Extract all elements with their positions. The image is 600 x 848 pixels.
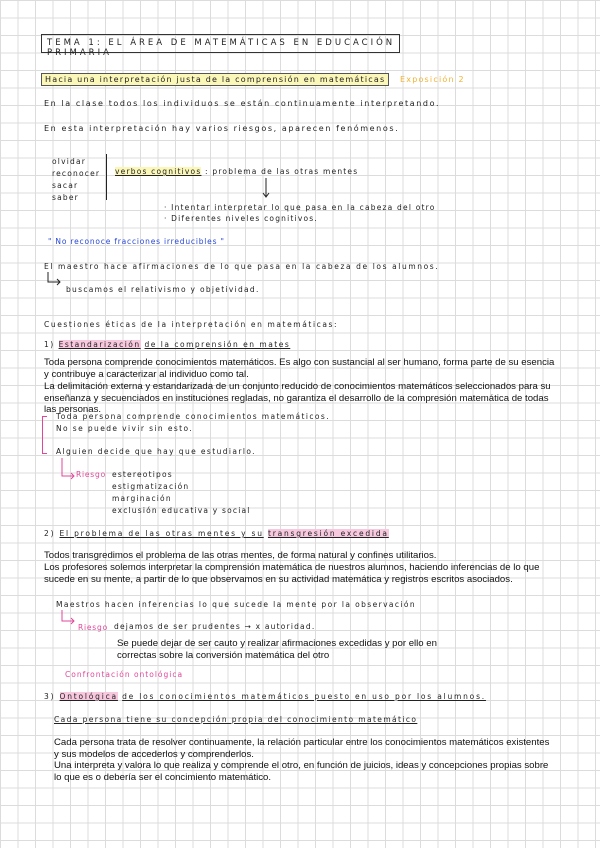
item3-confrontacion: Confrontación ontológica [65,670,184,679]
item3-rest: de los conocimientos matemáticos puesto en uso por los alumnos. [122,692,486,701]
bullet-1: · Intentar interpretar lo que pasa en la cabeza del otro [164,203,436,212]
section-header-text: Hacia una interpretación justa de la comprensión en matemáticas [45,75,386,84]
fracciones-quote: " No reconoce fracciones irreducibles " [48,237,225,246]
section-header [41,73,389,86]
corner-arrow-icon [46,272,62,286]
item1-paragraph-1: Toda persona comprende conocimientos matemáticos. Es algo con sustancial al ser humano, forma parte de su esencia y contribuye a caracterizar al individuo como tal. [44,357,555,380]
item3-highlight: Ontológica [59,692,118,701]
item1-note-3: Alguien decide que hay que estudiarlo. [56,447,256,456]
item1-number: 1) [44,340,55,349]
item3-note [54,715,417,724]
item1-heading [44,340,290,349]
item1-note-2: No se puede vivir sin esto. [56,424,194,433]
item2-maestros-text: Maestros hacen inferencias lo que sucede la mente por la observación [56,600,417,609]
item1-riesgo-label: Riesgo [76,470,106,479]
buscamos-text: buscamos el relativismo y objetividad. [66,285,260,294]
item3-number: 3) [44,692,56,701]
item3-paragraph-2: Una interpreta y valora lo que realiza y comprende el otro, en función de juicios, ideas y concepciones propias sobre lo que es o debería ser el concimiento matemático. [54,760,549,783]
page-title: TEMA 1: EL ÁREA DE MATEMÁTICAS EN EDUCACIÓN PRIMARIA [47,38,396,58]
item1-riesgos-list [112,469,251,517]
verbos-label: verbos cognitivos [115,167,202,176]
list-item: estigmatización [112,482,190,491]
list-item: estereotipos [112,470,173,479]
list-item: reconocer [52,169,101,178]
item2-highlight: transgresión excedida [267,529,389,538]
list-item: sacar [52,181,79,190]
item2-pre: El problema de las otras mentes y su [59,529,264,538]
item2-heading [44,529,389,538]
intro-line-1: En la clase todos los individuos se están continuamente interpretando. [44,99,441,108]
problema-text: : problema de las otras mentes [205,167,359,176]
list-item: saber [52,193,79,202]
item3-heading [44,692,486,701]
item2-paragraph-2: Los profesores solemos interpretar la comprensión matemática de nuestros alumnos, haciendo inferencias de lo que sucede en su mente, a partir de lo que observamos en su actividad matemática y registros escritos asociados. [44,562,540,585]
item3-note-text: Cada persona tiene su concepción propia del conocimiento matemático [54,715,418,724]
cuestiones-heading: Cuestiones éticas de la interpretación en matemáticas: [44,320,339,329]
bullet-2: · Diferentes niveles cognitivos. [164,214,318,223]
item2-number: 2) [44,529,56,538]
intro-line-2: En esta interpretación hay varios riesgos, aparecen fenómenos. [44,124,400,133]
item2-riesgo-arrow-icon [60,610,78,626]
maestro-text: El maestro hace afirmaciones de lo que pasa en la cabeza de los alumnos. [44,262,440,271]
list-item: exclusión educativa y social [112,506,251,515]
phenomena-list [52,156,100,204]
title-box [41,34,400,58]
list-divider [106,154,107,200]
item3-paragraph-1: Cada persona trata de resolver continuamente, la relación particular entre los conocimientos matemáticos existentes y sus modelos de accederlos y comprenderlos. [54,737,550,760]
item2-riesgo-label: Riesgo [78,623,108,632]
item1-bracket [42,416,47,454]
item2-paragraph-1: Todos transgredimos el problema de las otras mentes, de forma natural y confines utilitarios. [44,550,437,561]
item1-paragraph-2: La delimitación externa y estandarizada de un conjunto reducido de conocimientos matemáticos seleccionados para su enseñanza y secuenciados en instituciones regladas, no garantiza el desarrollo de la compresión matemática de todas las personas. [44,381,551,416]
item2-paragraph-3: Se puede dejar de ser cauto y realizar afirmaciones excedidas y por ello en correctas sobre la conversión matemática del otro [117,638,437,661]
item2-riesgo-text: dejamos de ser prudentes → x autoridad. [114,622,316,631]
verbos-line [115,167,358,176]
item1-rest: de la comprensión en mates [144,340,291,349]
item1-note-1: Toda persona comprende conocimientos matemáticos. [56,412,330,421]
exposicion-label: Exposición 2 [400,75,465,84]
item1-highlight: Estandarización [58,340,141,349]
list-item: olvidar [52,157,87,166]
down-arrow-icon [262,178,270,200]
list-item: marginación [112,494,172,503]
